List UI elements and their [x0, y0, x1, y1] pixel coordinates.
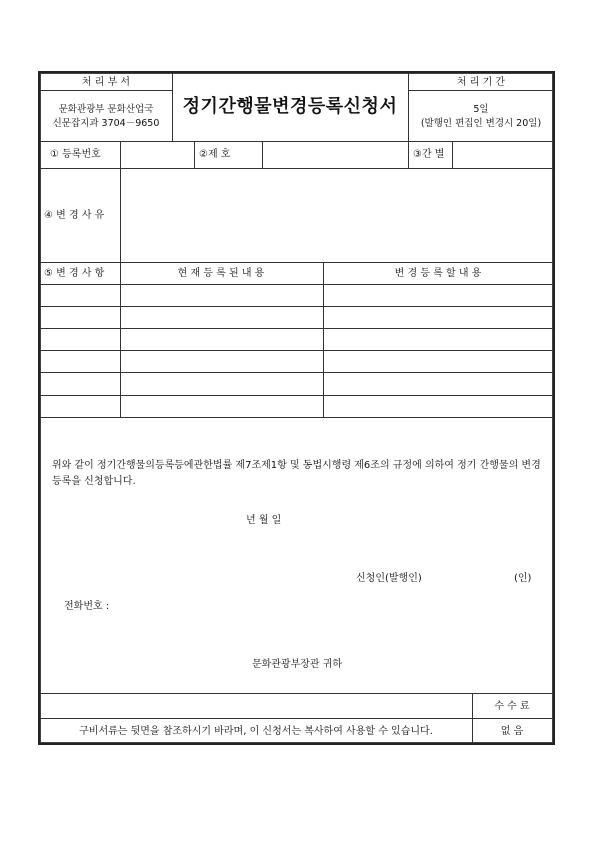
- new-content-header: 변 경 등 록 할 내 용: [394, 268, 482, 279]
- changes-row-line: [40, 306, 553, 307]
- date-line: 년 월 일: [246, 515, 282, 526]
- title-number-label: ②제 호: [199, 149, 231, 160]
- header-divider-right: [408, 73, 409, 141]
- changes-top-line: [40, 262, 553, 263]
- footer-note: 구비서류는 뒷면을 참조하시기 바라며, 이 신청서는 복사하여 사용할 수 있습니다.: [79, 726, 433, 737]
- period-label-divider: [408, 90, 553, 91]
- row1-bottom-line: [40, 168, 553, 169]
- changes-row-line: [40, 328, 553, 329]
- changes-row-line: [40, 372, 553, 373]
- row1-divider-1: [120, 141, 121, 168]
- period-value: 5일: [473, 104, 489, 115]
- applicant-label: 신청인(발행인): [356, 573, 422, 584]
- declaration-text: 위와 같이 정기간행물의등록등에관한법률 제7조제1항 및 동법시행령 제6조의 규정에 의하여 정기 간행물의 변경등록을 신청합니다.: [52, 460, 541, 487]
- phone-number-label: 전화번호 :: [64, 601, 110, 612]
- footer-top-line: [40, 693, 553, 694]
- row1-divider-2: [194, 141, 195, 168]
- period-note: (발행인 편집인 변경시 20일): [420, 118, 542, 129]
- form-inner-border: [40, 73, 553, 743]
- row1-divider-3: [262, 141, 263, 168]
- registration-number-label: ① 등록번호: [50, 149, 101, 160]
- changes-header-line: [40, 284, 553, 285]
- change-reason-label: ④ 변 경 사 유: [44, 210, 105, 221]
- footer-divider: [472, 693, 473, 743]
- row1-divider-4: [408, 141, 409, 168]
- changes-divider-1: [120, 262, 121, 417]
- footer-middle-line: [40, 718, 553, 719]
- form-title: 정기간행물변경등록신청서: [182, 96, 398, 117]
- fee-value: 없 음: [500, 726, 524, 737]
- reason-divider: [120, 168, 121, 262]
- addressee: 문화관광부장관 귀하: [251, 659, 343, 670]
- period-label: 처 리 기 간: [456, 77, 506, 88]
- dept-line-1: 문화관광부 문화산업국: [58, 104, 154, 115]
- row1-divider-5: [452, 141, 453, 168]
- changes-bottom-line: [40, 417, 553, 418]
- dept-label: 처 리 부 서: [81, 77, 131, 88]
- dept-label-divider: [40, 90, 172, 91]
- header-divider-left: [172, 73, 173, 141]
- dept-line-2: 신문잡지과 3704－9650: [52, 118, 160, 129]
- fee-label: 수 수 료: [494, 701, 530, 712]
- interval-label: ③간 별: [413, 149, 445, 160]
- changes-row-line: [40, 350, 553, 351]
- row1-top-line: [40, 141, 553, 142]
- changes-divider-2: [323, 262, 324, 417]
- changes-row-line: [40, 395, 553, 396]
- seal-mark: (인): [514, 573, 532, 584]
- change-items-label: ⑤ 변 경 사 항: [44, 268, 105, 279]
- current-content-header: 현 재 등 록 된 내 용: [177, 268, 265, 279]
